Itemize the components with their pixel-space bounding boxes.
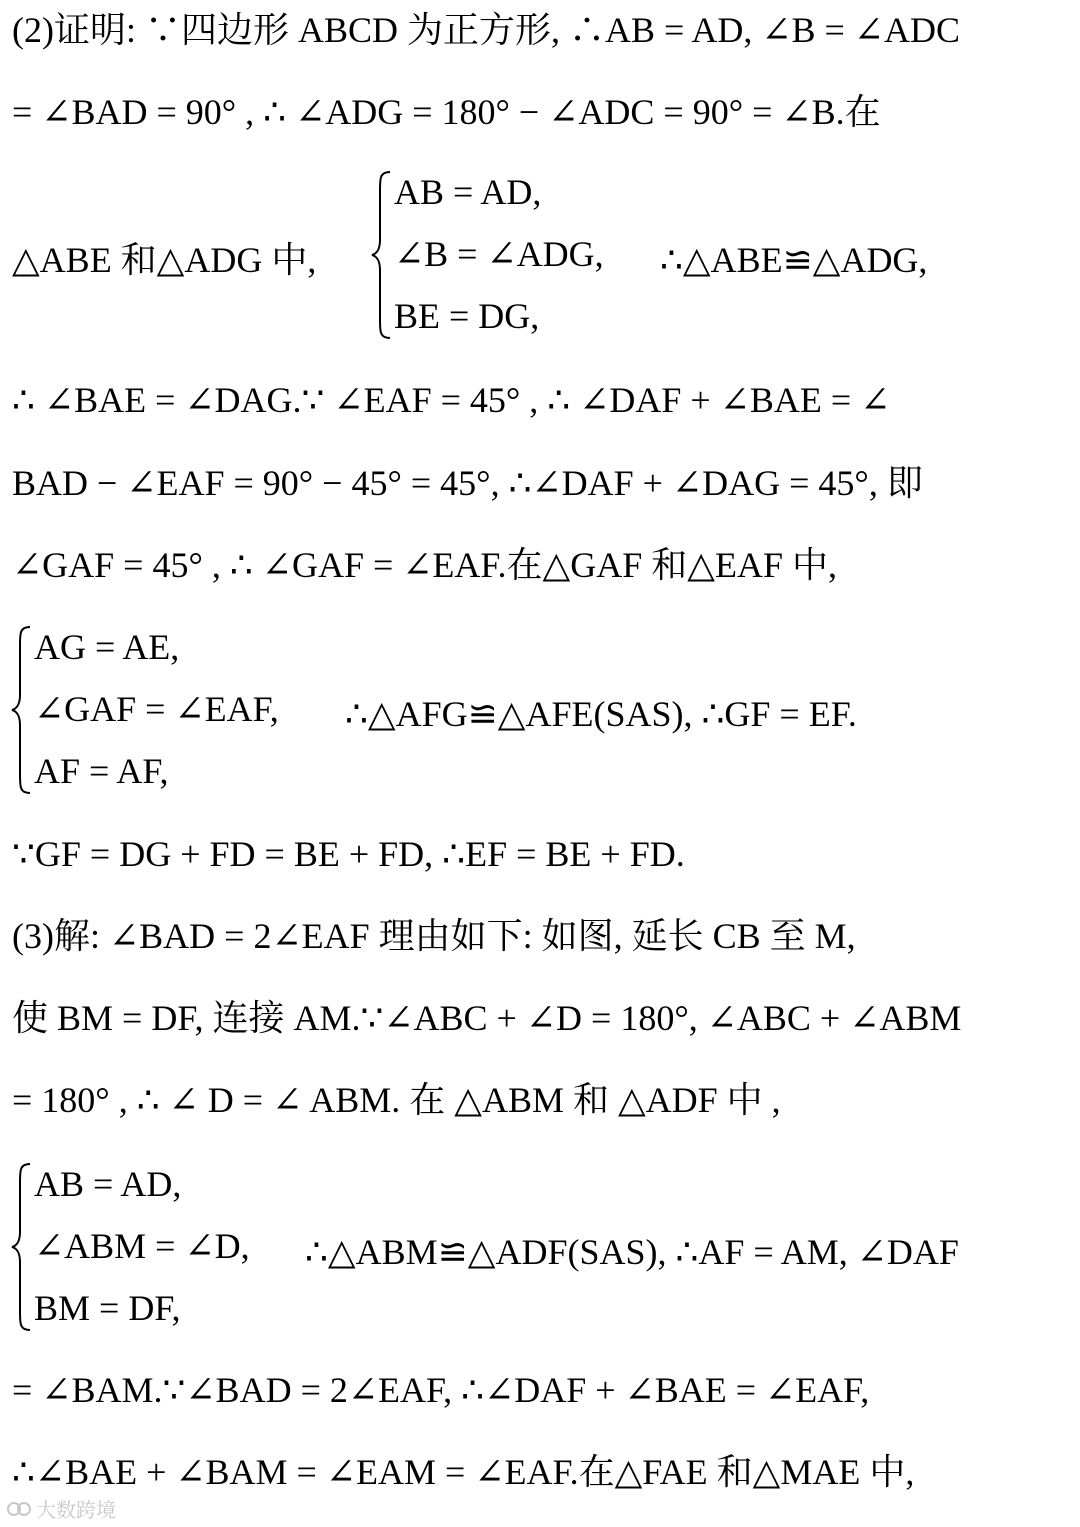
- equation-system-1: [370, 170, 630, 340]
- proof2-line-8: ∵GF = DG + FD = BE + FD, ∴EF = BE + FD.: [12, 834, 685, 874]
- proof2-line-4: ∴ ∠BAE = ∠DAG.∵ ∠EAF = 45° , ∴ ∠DAF + ∠BAE = ∠: [12, 380, 891, 420]
- system-3-row-2: ∠ABM = ∠D,: [34, 1226, 250, 1266]
- watermark-logo-icon: [6, 1499, 32, 1519]
- proof2-line-3-post: ∴△ABE≌△ADG,: [660, 240, 928, 280]
- watermark-text: 大数跨境: [36, 1498, 116, 1522]
- proof2-line-7-post: ∴△AFG≌△AFE(SAS), ∴GF = EF.: [345, 694, 857, 734]
- proof2-line-6: ∠GAF = 45° , ∴ ∠GAF = ∠EAF.在△GAF 和△EAF 中,: [12, 545, 837, 585]
- proof3-line-4-post: ∴△ABM≌△ADF(SAS), ∴AF = AM, ∠DAF: [305, 1232, 959, 1272]
- left-brace-icon: [370, 170, 392, 340]
- left-brace-icon: [10, 1162, 32, 1332]
- equation-system-3: [10, 1162, 300, 1332]
- system-2-row-2: ∠GAF = ∠EAF,: [34, 689, 279, 729]
- proof3-line-1: (3)解: ∠BAD = 2∠EAF 理由如下: 如图, 延长 CB 至 M,: [12, 916, 856, 956]
- proof3-line-5: = ∠BAM.∵∠BAD = 2∠EAF, ∴∠DAF + ∠BAE = ∠EAF,: [12, 1370, 870, 1410]
- proof3-line-6: ∴∠BAE + ∠BAM = ∠EAM = ∠EAF.在△FAE 和△MAE 中,: [12, 1452, 915, 1492]
- system-1-row-2: ∠B = ∠ADG,: [394, 234, 604, 274]
- proof2-line-1: (2)证明: ∵四边形 ABCD 为正方形, ∴AB = AD, ∠B = ∠ADC: [12, 10, 960, 50]
- system-3-row-3: BM = DF,: [34, 1288, 181, 1328]
- system-2-row-3: AF = AF,: [34, 751, 169, 791]
- proof2-line-3-pre: △ABE 和△ADG 中,: [12, 240, 317, 280]
- system-3-row-1: AB = AD,: [34, 1164, 182, 1204]
- system-1-row-1: AB = AD,: [394, 172, 542, 212]
- watermark: [6, 1494, 116, 1523]
- system-2-row-1: AG = AE,: [34, 627, 180, 667]
- proof2-line-2: = ∠BAD = 90° , ∴ ∠ADG = 180° − ∠ADC = 90° = ∠B.在: [12, 92, 881, 132]
- proof2-line-5: BAD − ∠EAF = 90° − 45° = 45°, ∴∠DAF + ∠DAG = 45°, 即: [12, 463, 923, 503]
- left-brace-icon: [10, 625, 32, 795]
- proof3-line-2: 使 BM = DF, 连接 AM.∵∠ABC + ∠D = 180°, ∠ABC + ∠ABM: [12, 998, 962, 1038]
- equation-system-2: [10, 625, 310, 795]
- system-1-row-3: BE = DG,: [394, 296, 540, 336]
- proof3-line-3: = 180° , ∴ ∠ D = ∠ ABM. 在 △ABM 和 △ADF 中 ,: [12, 1080, 781, 1120]
